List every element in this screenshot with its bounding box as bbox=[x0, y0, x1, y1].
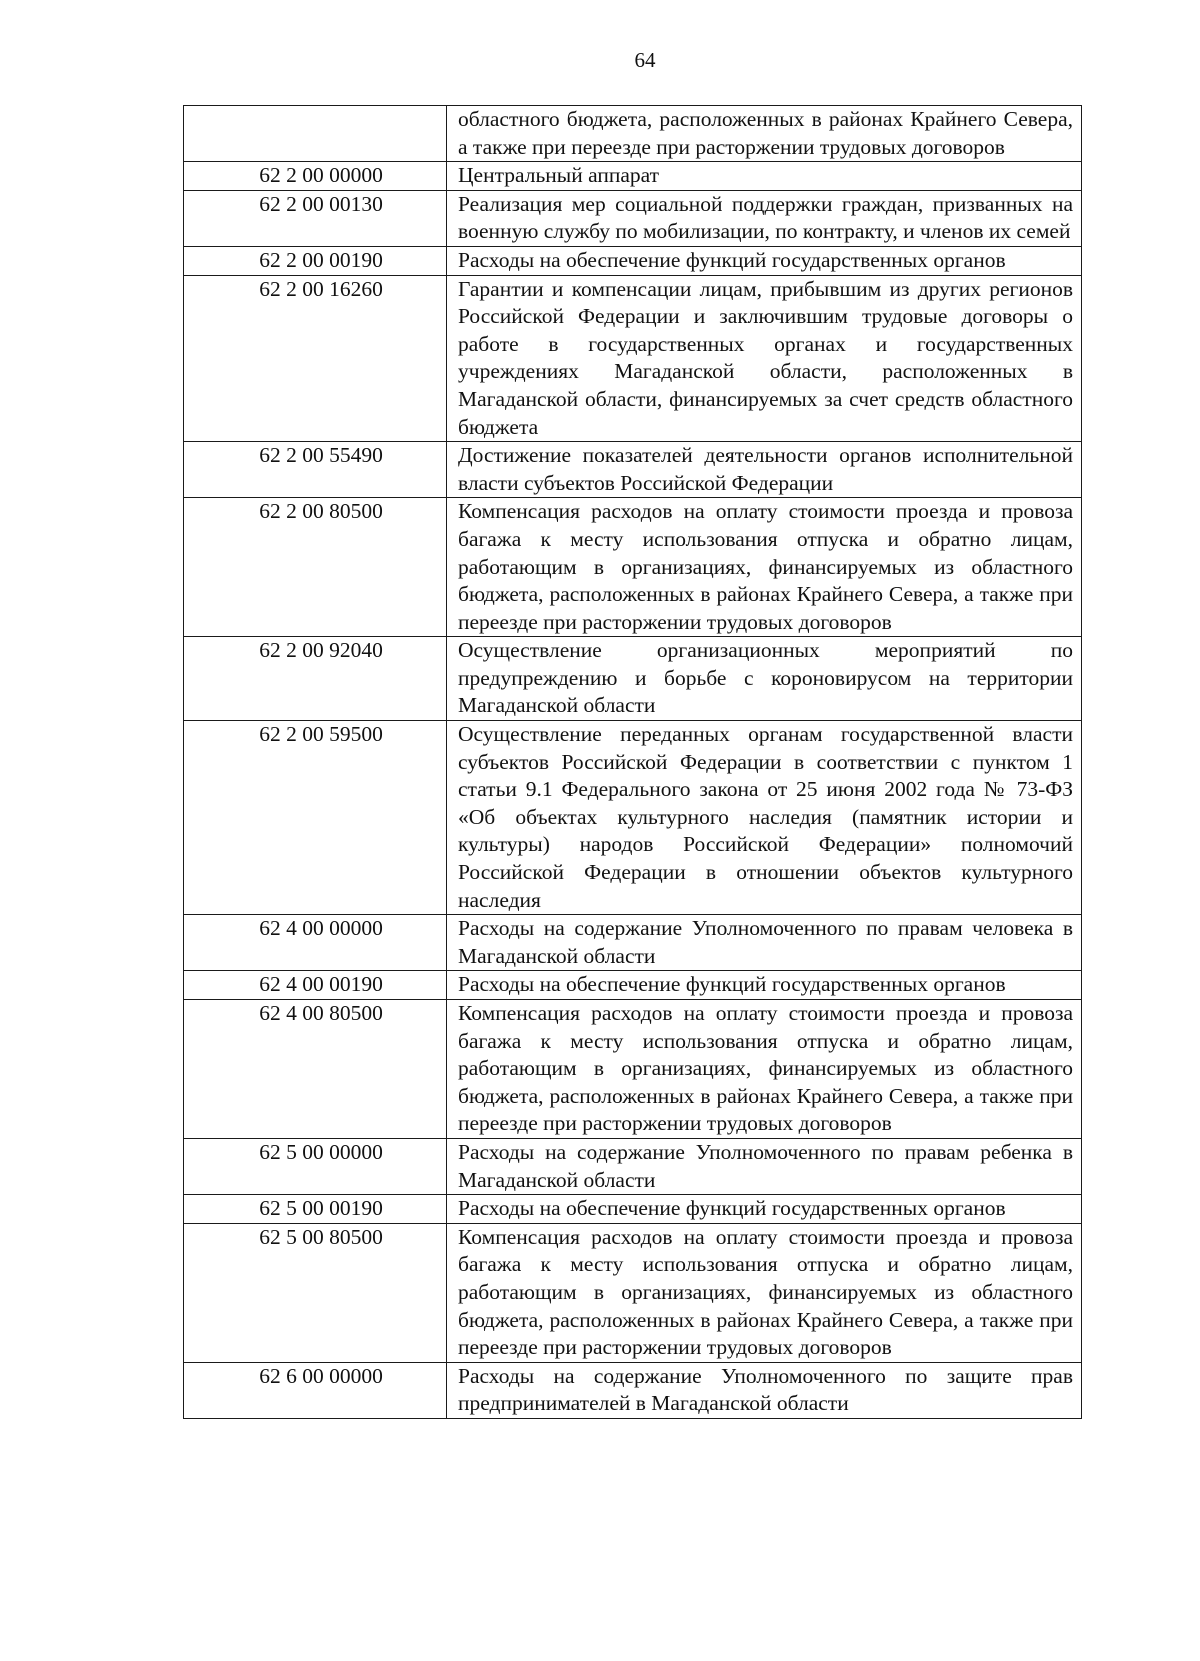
table-row bbox=[184, 915, 1082, 971]
code-cell: 62 2 00 00000 bbox=[184, 162, 447, 191]
code-cell: 62 5 00 80500 bbox=[184, 1223, 447, 1362]
table-row bbox=[184, 637, 1082, 721]
code-cell: 62 2 00 00190 bbox=[184, 246, 447, 275]
description-cell: Достижение показателей деятельности органов исполнительной власти субъектов Российской Федерации bbox=[447, 442, 1082, 498]
code-cell: 62 4 00 80500 bbox=[184, 1000, 447, 1139]
code-cell: 62 2 00 80500 bbox=[184, 498, 447, 637]
table-row bbox=[184, 1195, 1082, 1224]
table-row bbox=[184, 106, 1082, 162]
table-row bbox=[184, 162, 1082, 191]
description-cell: Компенсация расходов на оплату стоимости проезда и провоза багажа к месту использования отпуска и обратно лицам, работающим в организациях, финансируемых из областного бюджета, расположенных в районах Крайнего Севера, а также при переезде при расторжении трудовых договоров bbox=[447, 1000, 1082, 1139]
table-row bbox=[184, 1362, 1082, 1418]
code-cell: 62 2 00 55490 bbox=[184, 442, 447, 498]
table-row bbox=[184, 1223, 1082, 1362]
description-cell: Компенсация расходов на оплату стоимости проезда и провоза багажа к месту использования отпуска и обратно лицам, работающим в организациях, финансируемых из областного бюджета, расположенных в районах Крайнего Севера, а также при переезде при расторжении трудовых договоров bbox=[447, 1223, 1082, 1362]
description-cell: Реализация мер социальной поддержки граждан, призванных на военную службу по мобилизации, по контракту, и членов их семей bbox=[447, 190, 1082, 246]
code-cell: 62 4 00 00190 bbox=[184, 971, 447, 1000]
description-cell: Гарантии и компенсации лицам, прибывшим из других регионов Российской Федерации и заключившим трудовые договоры о работе в государственных органах и государственных учреждениях Магаданской области, расположенных в Магаданской области, финансируемых за счет средств областного бюджета bbox=[447, 275, 1082, 442]
code-cell: 62 6 00 00000 bbox=[184, 1362, 447, 1418]
description-cell: Центральный аппарат bbox=[447, 162, 1082, 191]
description-cell: Расходы на обеспечение функций государственных органов bbox=[447, 1195, 1082, 1224]
description-cell: Расходы на содержание Уполномоченного по защите прав предпринимателей в Магаданской области bbox=[447, 1362, 1082, 1418]
description-cell: Осуществление организационных мероприятий по предупреждению и борьбе с короновирусом на территории Магаданской области bbox=[447, 637, 1082, 721]
code-cell: 62 2 00 59500 bbox=[184, 721, 447, 915]
table-row bbox=[184, 275, 1082, 442]
code-cell: 62 2 00 00130 bbox=[184, 190, 447, 246]
table-row bbox=[184, 721, 1082, 915]
description-cell: Расходы на содержание Уполномоченного по правам ребенка в Магаданской области bbox=[447, 1138, 1082, 1194]
code-cell: 62 5 00 00190 bbox=[184, 1195, 447, 1224]
description-cell: Расходы на содержание Уполномоченного по правам человека в Магаданской области bbox=[447, 915, 1082, 971]
table-row bbox=[184, 1000, 1082, 1139]
code-cell bbox=[184, 106, 447, 162]
table-row bbox=[184, 442, 1082, 498]
description-cell: Расходы на обеспечение функций государственных органов bbox=[447, 971, 1082, 1000]
table-row bbox=[184, 971, 1082, 1000]
table-row bbox=[184, 498, 1082, 637]
table-row bbox=[184, 1138, 1082, 1194]
table-row bbox=[184, 190, 1082, 246]
description-cell: областного бюджета, расположенных в районах Крайнего Севера, а также при переезде при расторжении трудовых договоров bbox=[447, 106, 1082, 162]
code-cell: 62 2 00 16260 bbox=[184, 275, 447, 442]
description-cell: Расходы на обеспечение функций государственных органов bbox=[447, 246, 1082, 275]
page-number: 64 bbox=[634, 48, 656, 72]
description-cell: Компенсация расходов на оплату стоимости проезда и провоза багажа к месту использования отпуска и обратно лицам, работающим в организациях, финансируемых из областного бюджета, расположенных в районах Крайнего Севера, а также при переезде при расторжении трудовых договоров bbox=[447, 498, 1082, 637]
code-cell: 62 2 00 92040 bbox=[184, 637, 447, 721]
table-row bbox=[184, 246, 1082, 275]
budget-classification-table bbox=[183, 105, 1082, 1419]
code-cell: 62 5 00 00000 bbox=[184, 1138, 447, 1194]
code-cell: 62 4 00 00000 bbox=[184, 915, 447, 971]
description-cell: Осуществление переданных органам государственной власти субъектов Российской Федерации в соответствии с пунктом 1 статьи 9.1 Федерального закона от 25 июня 2002 года № 73-ФЗ «Об объектах культурного наследия (памятник истории и культуры) народов Российской Федерации» полномочий Российской Федерации в отношении объектов культурного наследия bbox=[447, 721, 1082, 915]
